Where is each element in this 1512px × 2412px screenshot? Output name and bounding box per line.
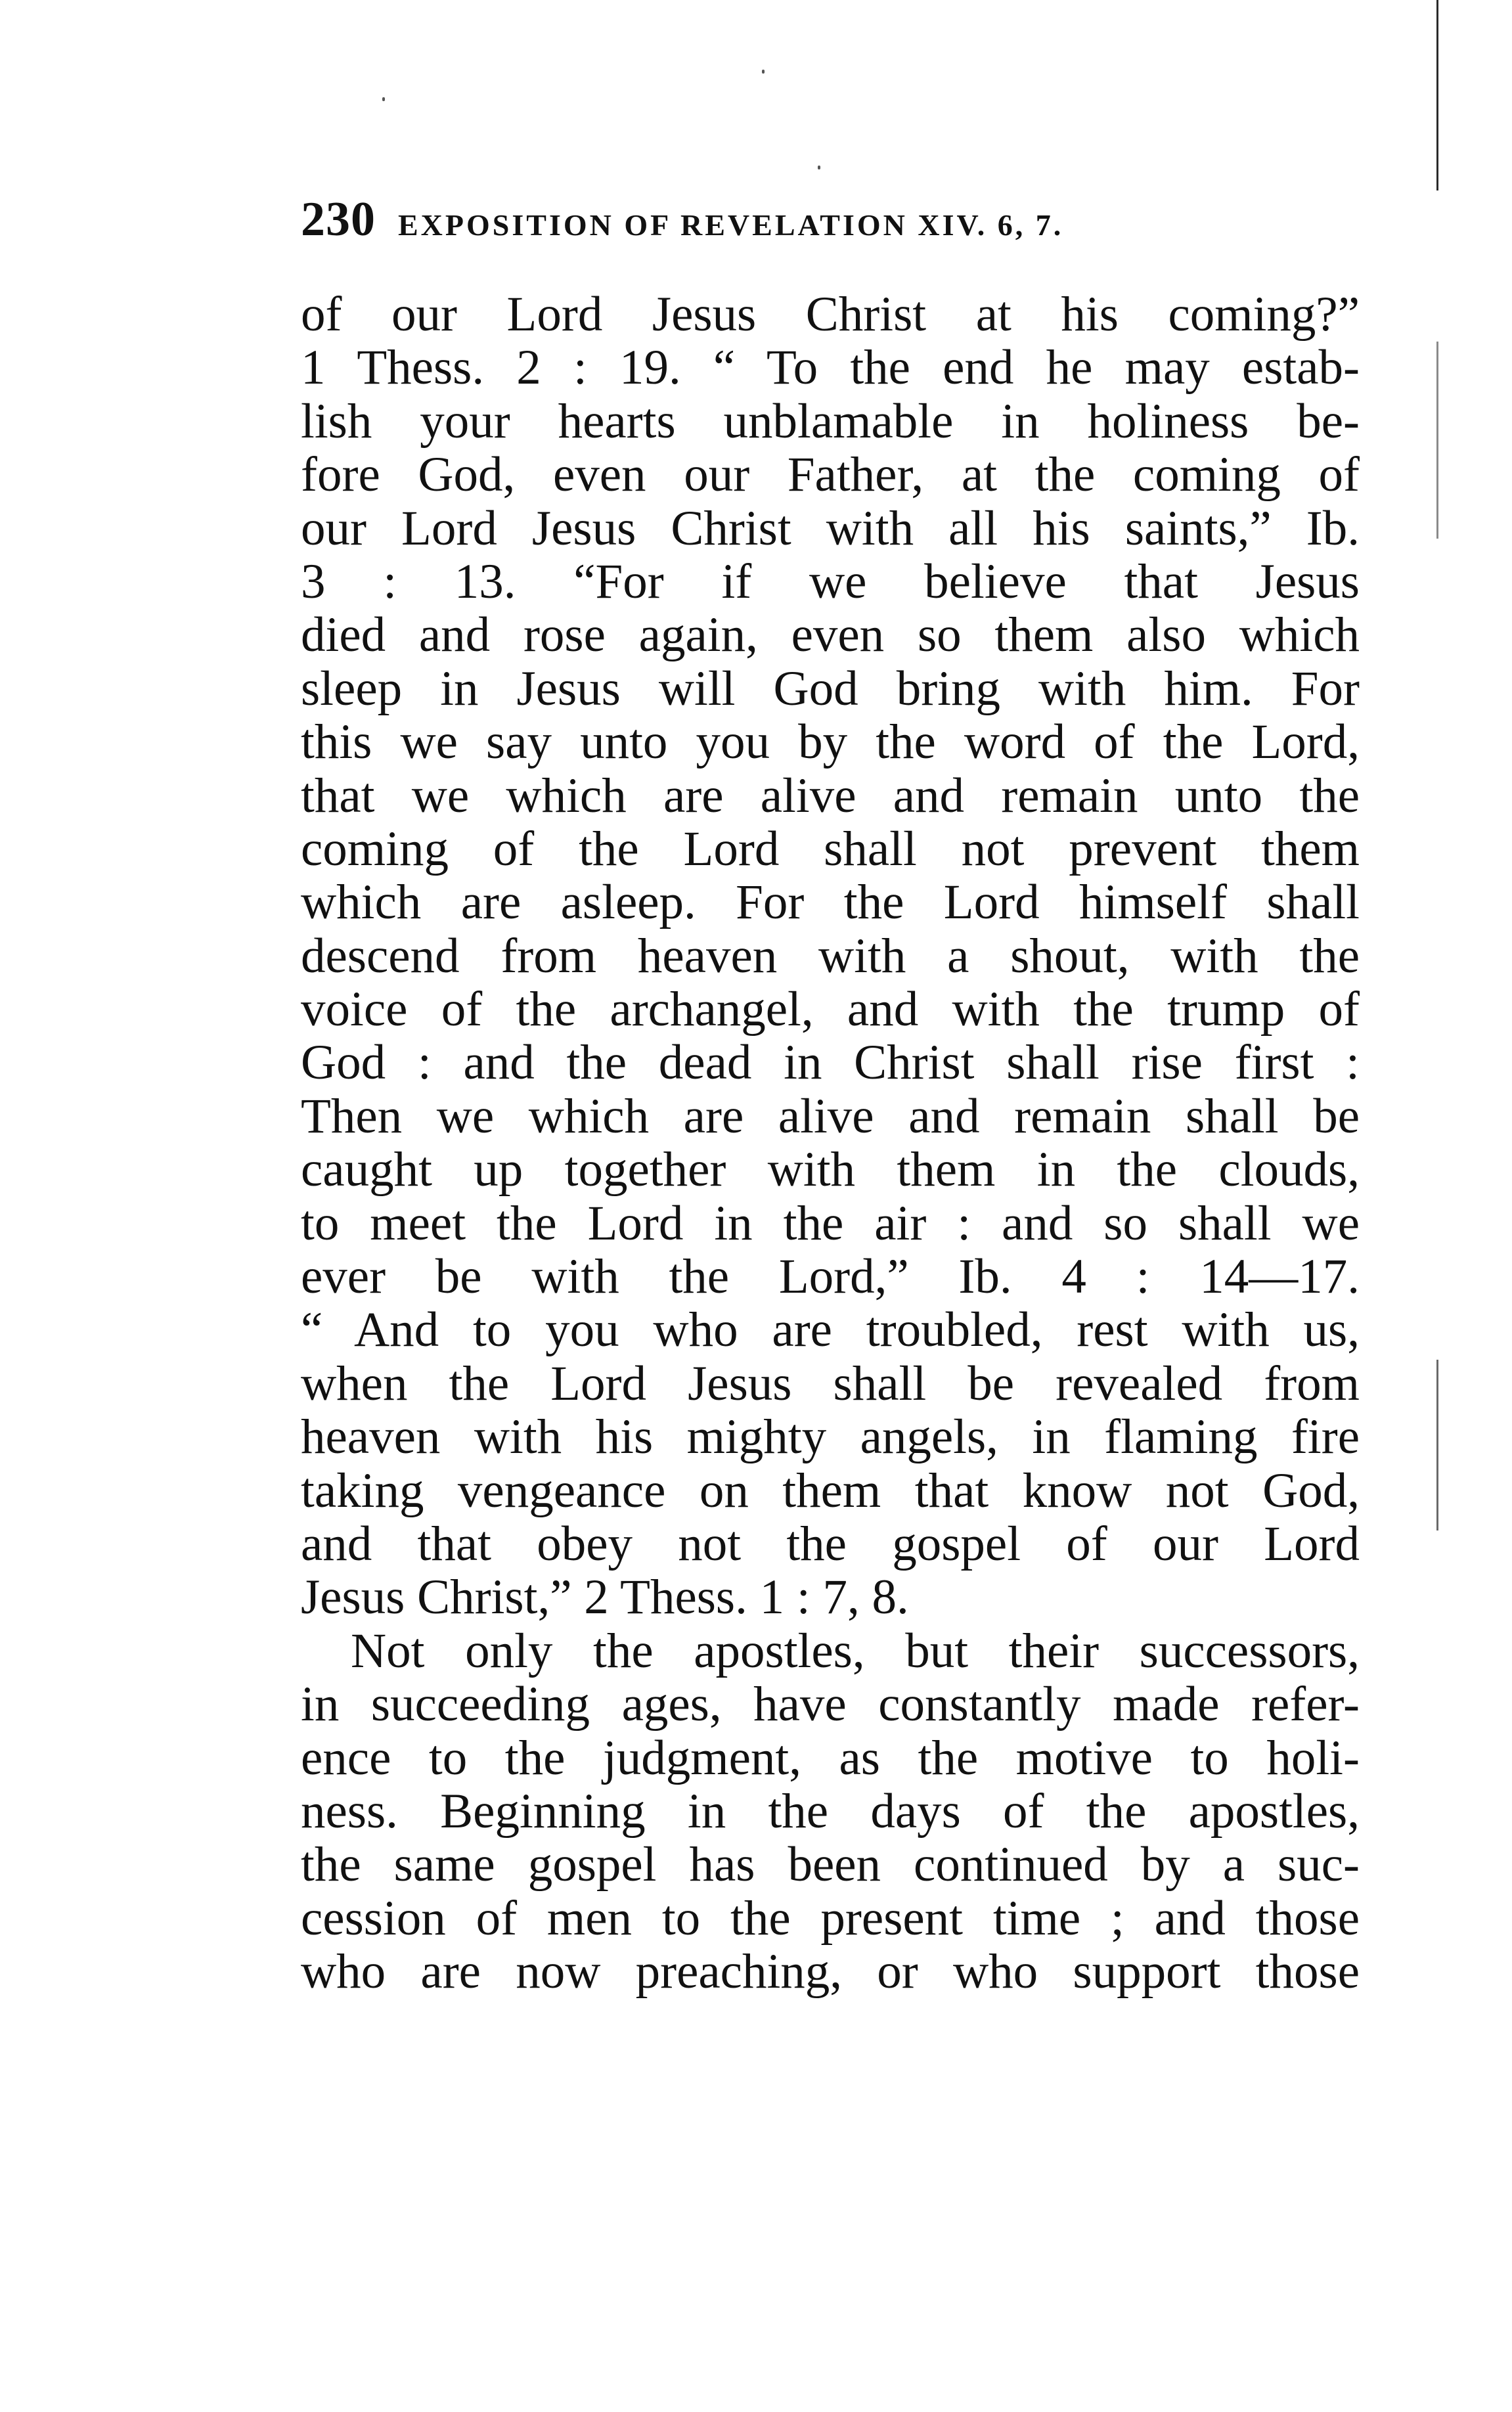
page-number: 230 [301, 192, 376, 246]
gutter-shadow-line [1436, 342, 1438, 539]
scan-speck [762, 70, 765, 74]
gutter-shadow-line [1436, 1360, 1438, 1530]
text-line: to meet the Lord in the air : and so shall we [301, 1195, 1360, 1251]
text-line: taking vengeance on them that know not God, [301, 1463, 1360, 1518]
text-line: of our Lord Jesus Christ at his coming?” [301, 287, 1360, 342]
running-head-title: EXPOSITION OF REVELATION XIV. 6, 7. [398, 208, 1064, 242]
scan-speck [818, 166, 820, 169]
text-line: who are now preaching, or who support those [301, 1944, 1360, 1999]
text-line: sleep in Jesus will God bring with him. For [301, 661, 1360, 716]
text-line: the same gospel has been continued by a suc- [301, 1837, 1360, 1892]
text-line: coming of the Lord shall not prevent them [301, 821, 1360, 876]
text-line: caught up together with them in the clouds, [301, 1142, 1360, 1197]
text-line: in succeeding ages, have constantly made refer- [301, 1677, 1360, 1732]
text-line: ence to the judgment, as the motive to holi- [301, 1730, 1360, 1785]
text-line: ever be with the Lord,” Ib. 4 : 14—17. [301, 1249, 1360, 1305]
text-line: voice of the archangel, and with the trump of [301, 982, 1360, 1037]
text-line: which are asleep. For the Lord himself shall [301, 875, 1360, 930]
text-line: that we which are alive and remain unto the [301, 768, 1360, 823]
text-line: 3 : 13. “For if we believe that Jesus [301, 554, 1360, 609]
text-line: descend from heaven with a shout, with the [301, 928, 1360, 983]
text-line: cession of men to the present time ; and those [301, 1890, 1360, 1946]
text-line: ness. Beginning in the days of the apostles, [301, 1783, 1360, 1839]
text-line: and that obey not the gospel of our Lord [301, 1516, 1360, 1571]
paragraph-2 [301, 1624, 1360, 1999]
text-line: this we say unto you by the word of the Lord, [301, 715, 1360, 770]
text-line: died and rose again, even so them also which [301, 608, 1360, 663]
text-line: heaven with his mighty angels, in flaming fire [301, 1410, 1360, 1465]
text-line: Jesus Christ,” 2 Thess. 1 : 7, 8. [301, 1570, 909, 1625]
text-line: God : and the dead in Christ shall rise first : [301, 1035, 1360, 1090]
running-head [301, 192, 1247, 248]
text-line: when the Lord Jesus shall be revealed from [301, 1356, 1360, 1411]
text-line: Then we which are alive and remain shall be [301, 1088, 1360, 1144]
text-line: our Lord Jesus Christ with all his saints,” Ib. [301, 501, 1360, 556]
text-line: Not only the apostles, but their successors, [351, 1623, 1360, 1678]
paragraph-1 [301, 288, 1360, 1624]
gutter-shadow-line [1436, 0, 1438, 190]
scan-speck [382, 97, 385, 101]
body-text [301, 288, 1360, 1999]
text-line: fore God, even our Father, at the coming of [301, 447, 1360, 502]
text-line: lish your hearts unblamable in holiness be- [301, 393, 1360, 449]
text-line: “ And to you who are troubled, rest with us, [301, 1303, 1360, 1358]
text-line: 1 Thess. 2 : 19. “ To the end he may estab- [301, 340, 1360, 395]
